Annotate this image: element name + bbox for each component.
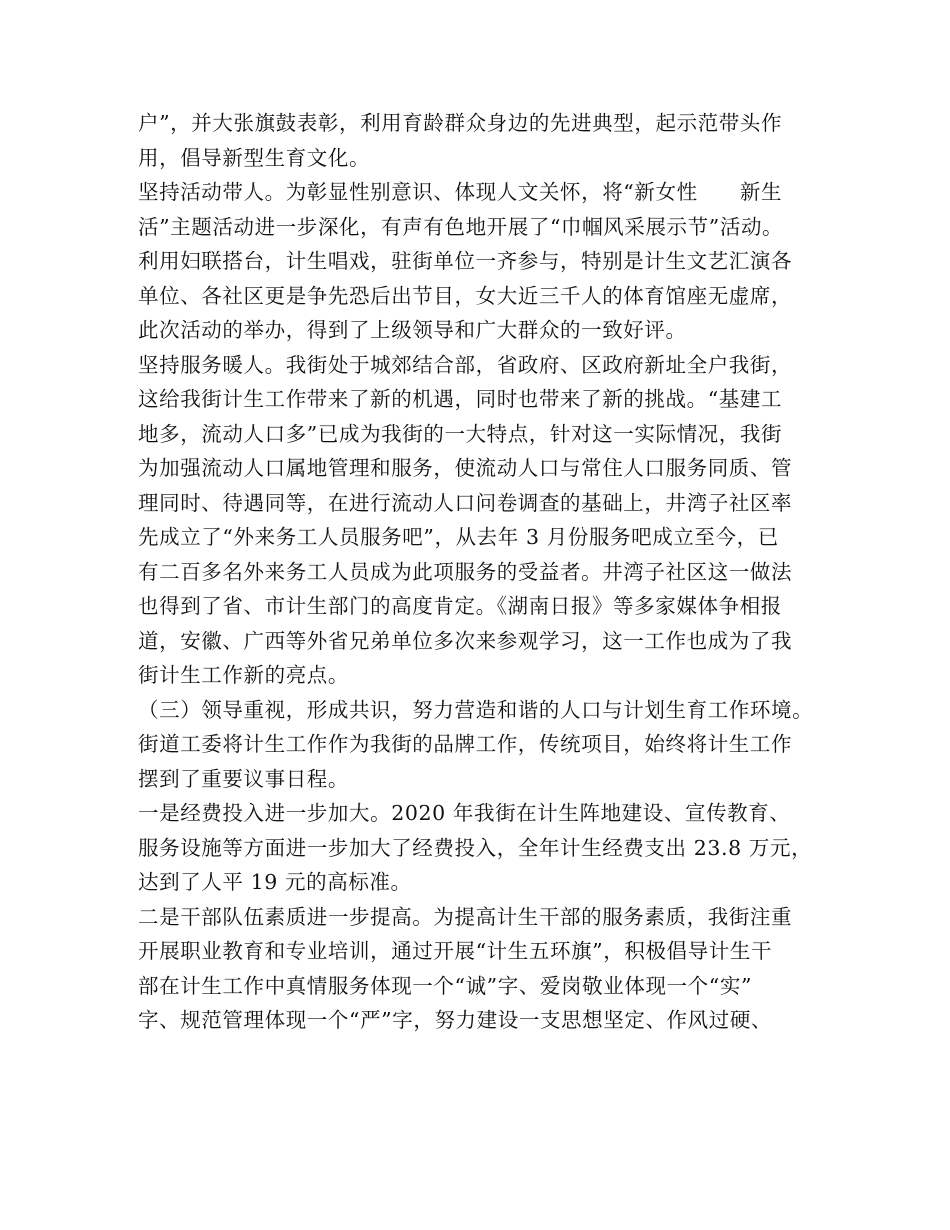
text-line: 坚持活动带人。为彰显性别意识、体现人文关怀，将“新女性 新生 xyxy=(138,180,783,204)
paragraph-advanced-typical xyxy=(138,106,828,175)
text-line: 也得到了省、市计生部门的高度肯定。《湖南日报》等多家媒体争相报 xyxy=(138,594,782,618)
text-line: 理同时、待遇同等，在进行流动人口问卷调查的基础上，井湾子社区率 xyxy=(138,490,793,515)
text-line: 地多，流动人口多”已成为我街的一大特点，针对这一实际情况，我街 xyxy=(138,421,783,446)
text-line: 单位、各社区更是争先恐后出节目，女大近三千人的体育馆座无虚席， xyxy=(138,283,793,308)
text-line: 部在计生工作中真情服务体现一个“诚”字、爱岗敬业体现一个“实” xyxy=(138,973,753,998)
text-line: 道，安徽、广西等外省兄弟单位多次来参观学习，这一工作也成为了我 xyxy=(138,628,793,653)
text-line: 有二百多名外来务工人员成为此项服务的受益者。井湾子社区这一做法 xyxy=(138,559,793,584)
paragraph-section-three xyxy=(138,693,828,797)
text-line: 街计生工作新的亮点。 xyxy=(138,663,349,687)
text-line: 户”，并大张旗鼓表彰，利用育龄群众身边的先进典型，起示范带头作 xyxy=(138,111,783,135)
text-line: 活”主题活动进一步深化，有声有色地开展了“巾帼风采展示节”活动。 xyxy=(138,214,784,239)
document-body xyxy=(138,106,828,1038)
text-line: 用，倡导新型生育文化。 xyxy=(138,145,371,170)
text-line: 此次活动的举办，得到了上级领导和广大群众的一致好评。 xyxy=(138,318,687,342)
text-line: 开展职业教育和专业培训，通过开展“计生五环旗”，积极倡导计生干 xyxy=(138,939,773,963)
text-line: 达到了人平 19 元的高标准。 xyxy=(138,870,412,894)
text-line: 为加强流动人口属地管理和服务，使流动人口与常住人口服务同质、管 xyxy=(138,456,793,480)
text-line: 二是干部队伍素质进一步提高。为提高计生干部的服务素质，我街注重 xyxy=(138,904,793,929)
text-line: 一是经费投入进一步加大。2020 年我街在计生阵地建设、宣传教育、 xyxy=(138,801,791,825)
paragraph-cadre-quality xyxy=(138,900,828,1038)
text-line: 摆到了重要议事日程。 xyxy=(138,766,349,791)
paragraph-activity xyxy=(138,175,828,348)
paragraph-service xyxy=(138,348,828,693)
text-line: 字、规范管理体现一个“严”字，努力建设一支思想坚定、作风过硬、 xyxy=(138,1008,773,1032)
text-line: 先成立了“外来务工人员服务吧”，从去年 3 月份服务吧成立至今，已 xyxy=(138,525,779,549)
text-line: 利用妇联搭台，计生唱戏，驻街单位一齐参与，特别是计生文艺汇演各 xyxy=(138,249,793,273)
text-line: 街道工委将计生工作作为我街的品牌工作，传统项目，始终将计生工作 xyxy=(138,732,793,756)
text-line: 服务设施等方面进一步加大了经费投入，全年计生经费支出 23.8 万元， xyxy=(138,835,813,860)
paragraph-funding xyxy=(138,796,828,900)
text-line: 坚持服务暖人。我街处于城郊结合部，省政府、区政府新址全户我街， xyxy=(138,352,793,377)
section-heading-line: （三）领导重视，形成共识，努力营造和谐的人口与计划生育工作环境。 xyxy=(138,697,814,722)
text-line: 这给我街计生工作带来了新的机遇，同时也带来了新的挑战。“基建工 xyxy=(138,387,783,411)
